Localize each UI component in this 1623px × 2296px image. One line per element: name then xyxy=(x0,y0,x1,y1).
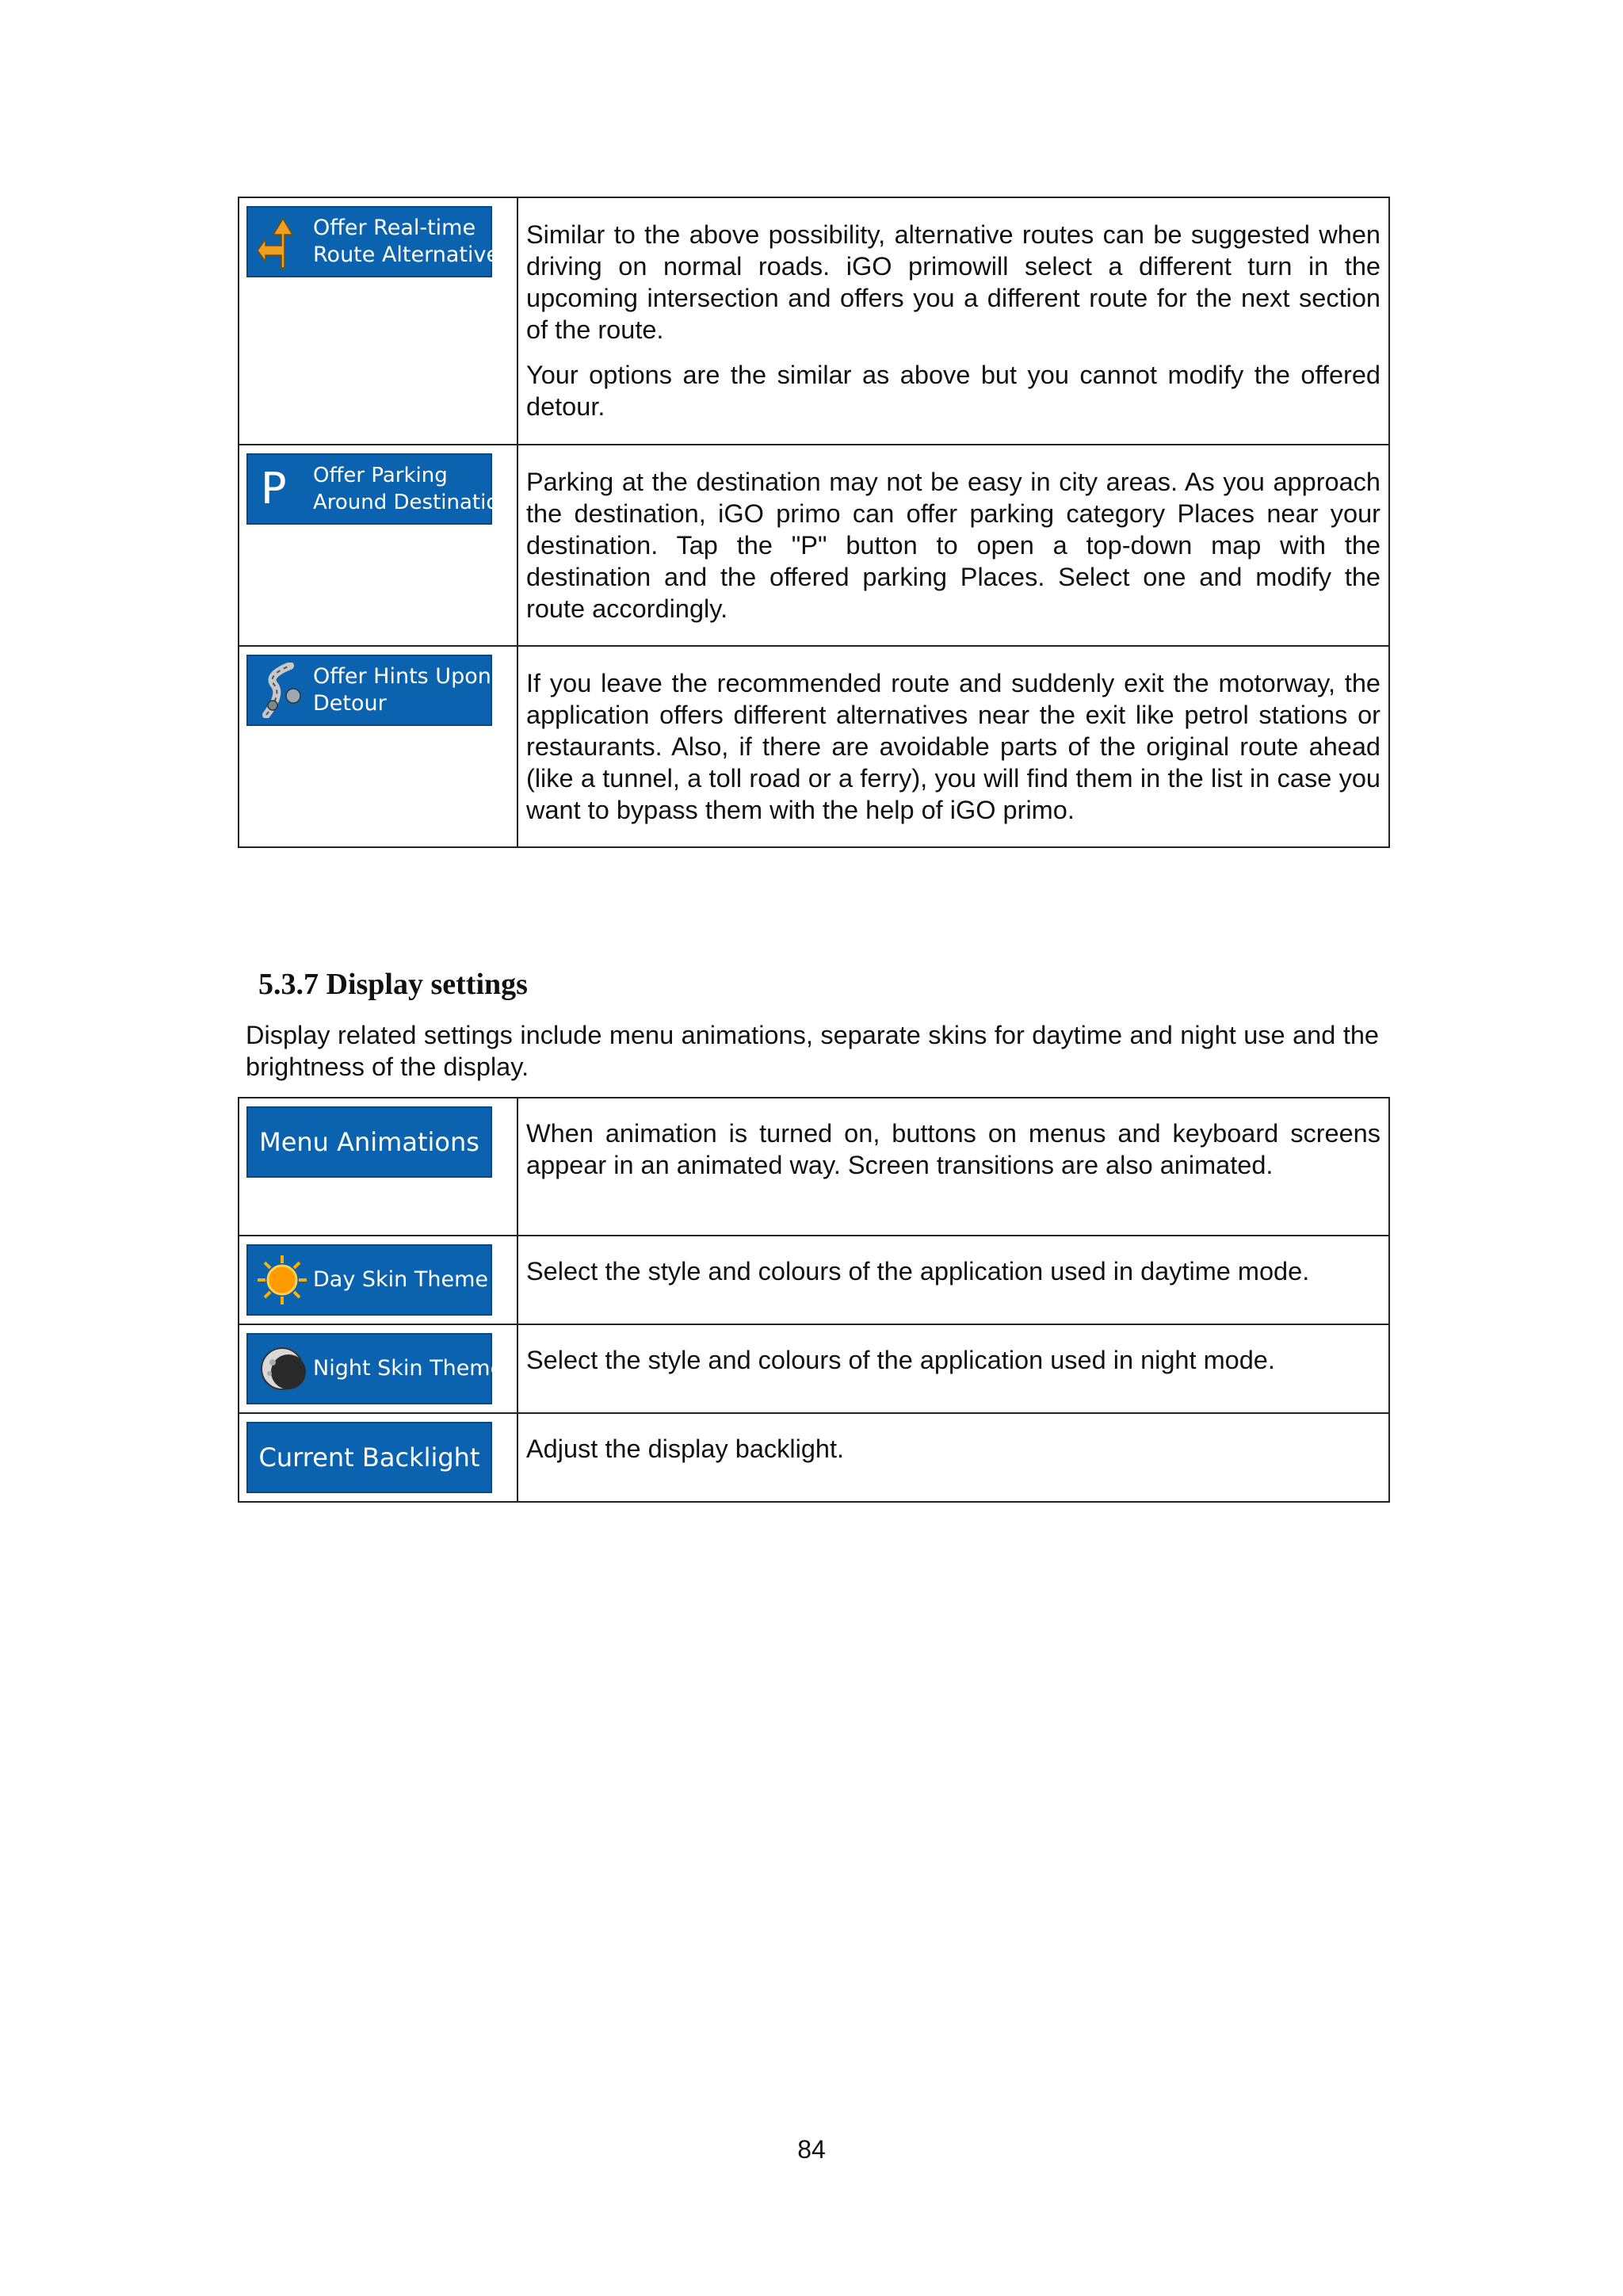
moon-icon xyxy=(254,1340,310,1397)
button-cell xyxy=(239,1413,517,1502)
page-number: 84 xyxy=(797,2135,826,2164)
table-row xyxy=(239,197,1389,445)
detour-road-icon xyxy=(254,662,310,719)
description-cell xyxy=(517,1324,1389,1413)
button-cell xyxy=(239,646,517,847)
button-label: Current Backlight xyxy=(258,1442,480,1473)
button-label: Night Skin Theme xyxy=(313,1356,504,1381)
button-label: Offer Real-time Route Alternatives xyxy=(313,216,511,267)
description-cell xyxy=(517,646,1389,847)
description-cell xyxy=(517,445,1389,646)
description-paragraph: Parking at the destination may not be easy in city areas. As you approach the destination, iGO primo can offer parking category Places near your destination. Tap the "P" button to open a top-down map with the destination and the offered parking Places. Select one and modify the route accordingly. xyxy=(526,468,1381,623)
night-skin-theme-button[interactable] xyxy=(246,1333,504,1404)
day-skin-theme-button[interactable] xyxy=(246,1244,492,1316)
table-row xyxy=(239,1236,1389,1324)
table-row xyxy=(239,1324,1389,1413)
display-settings-table xyxy=(238,1097,1390,1503)
section-intro: Display related settings include menu animations, separate skins for daytime and night use and the brightness of the display. xyxy=(246,1021,1379,1081)
section-heading: 5.3.7 Display settings xyxy=(258,968,528,1001)
offer-realtime-route-alternatives-button[interactable] xyxy=(246,206,511,277)
button-label: Day Skin Theme xyxy=(313,1267,488,1292)
button-cell xyxy=(239,1098,517,1236)
description-paragraph: Select the style and colours of the application used in night mode. xyxy=(526,1346,1275,1374)
description-paragraph: Similar to the above possibility, alternative routes can be suggested when driving on normal roads. iGO primowill select a different turn in the upcoming intersection and offers you a different route for the next section of the route. xyxy=(526,220,1381,344)
table-row xyxy=(239,1413,1389,1502)
parking-icon: P xyxy=(261,464,287,514)
button-label: Offer Hints Upon Detour xyxy=(313,664,491,716)
description-paragraph: If you leave the recommended route and suddenly exit the motorway, the application offers different alternatives near the exit like petrol stations or restaurants. Also, if there are avoidable parts of the original route ahead (like a tunnel, a toll road or a ferry), you will find them in the list in case you want to bypass them with the help of iGO primo. xyxy=(526,669,1381,824)
sun-icon xyxy=(254,1251,310,1308)
offer-hints-upon-detour-button[interactable] xyxy=(246,655,492,726)
description-cell xyxy=(517,197,1389,445)
button-label: Offer Parking Around Destination xyxy=(313,464,512,514)
button-label: Menu Animations xyxy=(259,1127,479,1157)
table-row xyxy=(239,1098,1389,1236)
current-backlight-button[interactable] xyxy=(246,1422,492,1493)
menu-animations-button[interactable] xyxy=(246,1106,492,1178)
description-cell xyxy=(517,1236,1389,1324)
button-cell xyxy=(239,1324,517,1413)
table-row xyxy=(239,445,1389,646)
description-cell xyxy=(517,1413,1389,1502)
description-paragraph: Your options are the similar as above but you cannot modify the offered detour. xyxy=(526,361,1381,421)
description-paragraph: When animation is turned on, buttons on menus and keyboard screens appear in an animated way. Screen transitions are also animated. xyxy=(526,1119,1381,1179)
description-paragraph: Adjust the display backlight. xyxy=(526,1435,845,1463)
route-options-table xyxy=(238,197,1390,848)
turn-arrow-icon xyxy=(254,213,310,270)
button-cell xyxy=(239,445,517,646)
table-row xyxy=(239,646,1389,847)
description-paragraph: Select the style and colours of the application used in daytime mode. xyxy=(526,1257,1310,1286)
button-cell xyxy=(239,197,517,445)
button-cell xyxy=(239,1236,517,1324)
offer-parking-around-destination-button[interactable] xyxy=(246,453,512,525)
description-cell xyxy=(517,1098,1389,1236)
